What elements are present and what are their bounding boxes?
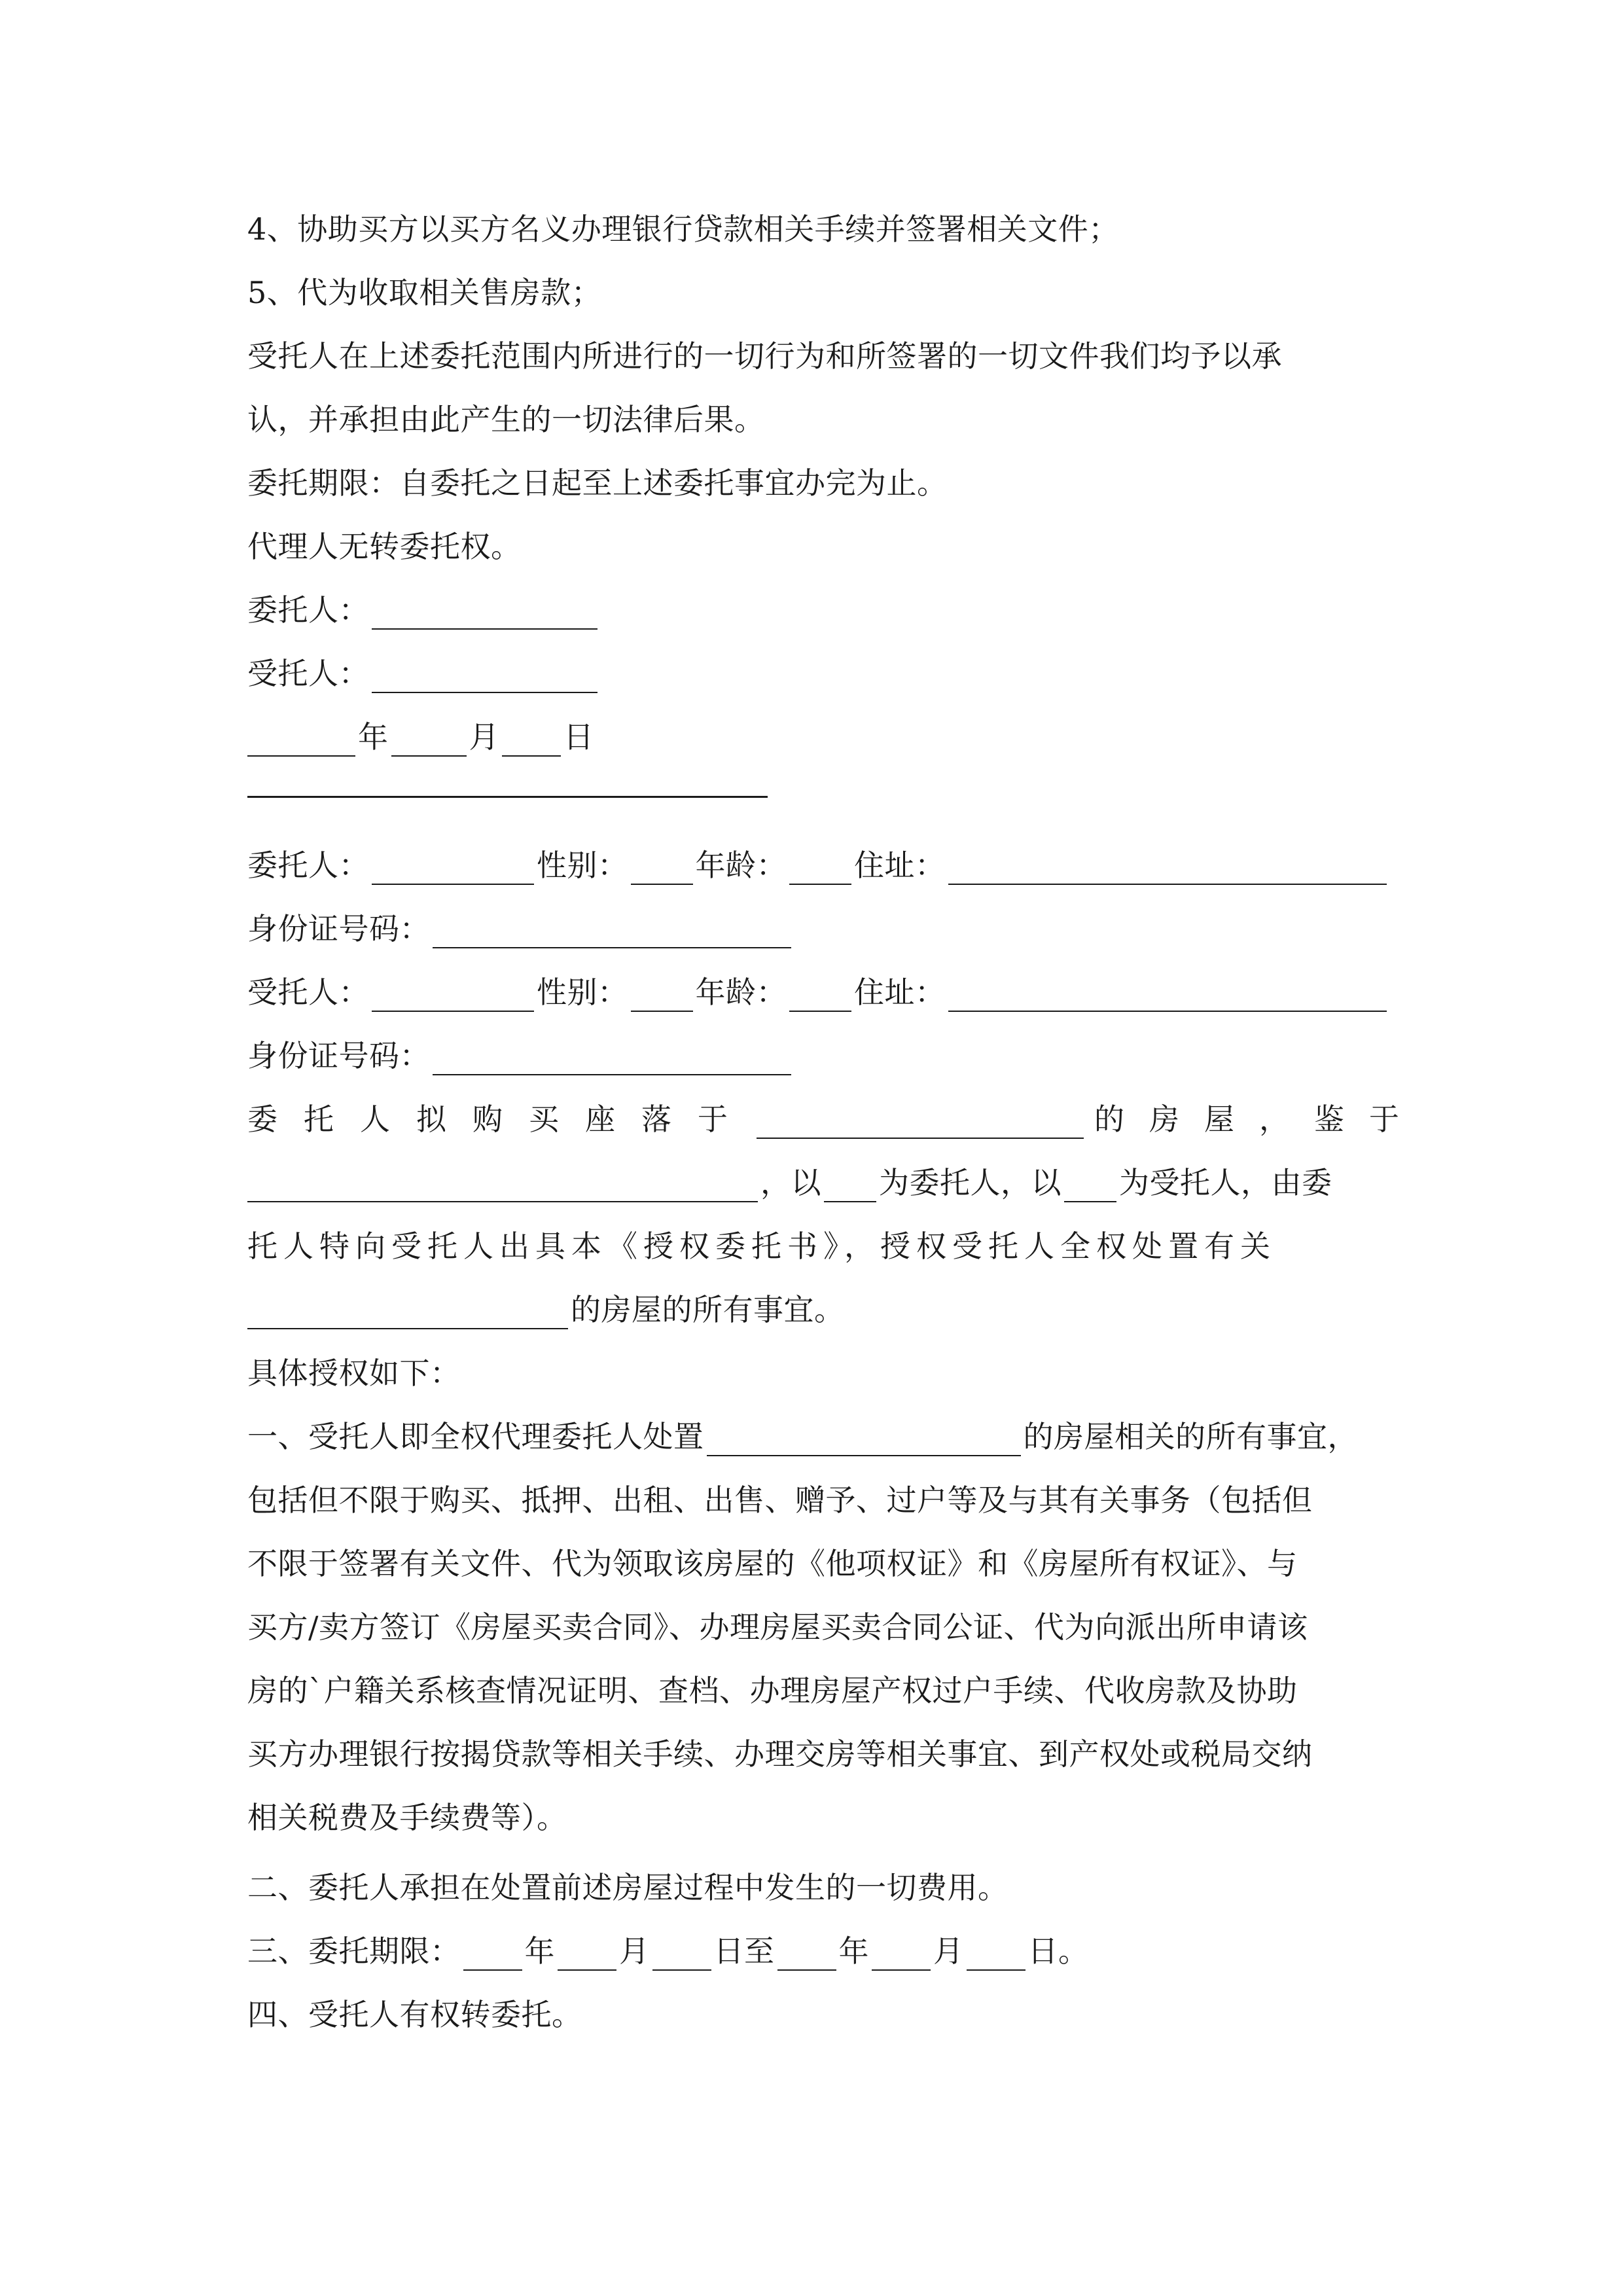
term-end-day-blank[interactable] (967, 1941, 1026, 1971)
agent-info-label: 受托人： (247, 975, 369, 1010)
agent-name-blank[interactable] (372, 982, 534, 1012)
property-matters-blank[interactable] (247, 1299, 568, 1329)
text-line-acknowledge: 受托人在上述委托范围内所进行的一切行为和所签署的一切文件我们均予以承 (247, 338, 1282, 374)
term-month-1: 月 (619, 1933, 650, 1969)
principal-label: 委托人： (247, 592, 369, 628)
gender-label-2: 性别： (537, 975, 628, 1010)
principal-age-blank[interactable] (789, 855, 851, 885)
term-start-month-blank[interactable] (558, 1941, 616, 1971)
principal-id-blank[interactable] (433, 918, 791, 948)
term-day-2: 日。 (1027, 1933, 1089, 1969)
text-line-acknowledge-cont: 认，并承担由此产生的一切法律后果。 (247, 402, 765, 437)
address-label: 住址： (854, 848, 946, 883)
agent-id-line (247, 1036, 794, 1075)
text-line-item5: 5、代为收取相关售房款； (247, 275, 602, 310)
item1-line (247, 1417, 1358, 1456)
item1-detail-6: 相关税费及手续费等）。 (247, 1800, 567, 1835)
year-blank[interactable] (247, 726, 355, 757)
whereas-blank[interactable] (247, 1172, 758, 1202)
item1-detail-5: 买方办理银行按揭贷款等相关手续、办理交房等相关事宜、到产权处或税局交纳 (247, 1736, 1313, 1772)
agent-id-label: 身份证号码： (247, 1038, 430, 1073)
para-issue-power: 托人特向受托人出具本《授权委托书》，授权受托人全权处置有关 (247, 1229, 1276, 1264)
property-location-text: 委托人拟购买座落于 (247, 1102, 754, 1137)
property-matters-text: 的房屋的所有事宜。 (571, 1292, 845, 1327)
term-start-day-blank[interactable] (652, 1941, 711, 1971)
agent-blank[interactable] (372, 663, 597, 693)
item3-line (247, 1931, 1089, 1971)
specific-authorization-heading: 具体授权如下： (247, 1355, 461, 1391)
agent-id-blank[interactable] (433, 1045, 791, 1075)
agent-gender-blank[interactable] (631, 982, 693, 1012)
item3-label: 三、委托期限： (247, 1933, 461, 1969)
principal-gender-blank[interactable] (631, 855, 693, 885)
item2-line: 二、委托人承担在处置前述房屋过程中发生的一切费用。 (247, 1870, 1008, 1905)
term-day-1: 日至 (713, 1933, 775, 1969)
agent-info-line (247, 973, 1389, 1012)
property-whereas-text: 的房屋，鉴于 (1094, 1102, 1424, 1137)
property-location-blank[interactable] (757, 1109, 1084, 1139)
item1-text-a: 一、受托人即全权代理委托人处置 (247, 1419, 704, 1454)
age-label: 年龄： (695, 848, 787, 883)
item1-detail-2: 不限于签署有关文件、代为领取该房屋的《他项权证》和《房屋所有权证》、与 (247, 1546, 1298, 1581)
signature-agent (247, 654, 600, 693)
item1-text-b: 的房屋相关的所有事宜， (1023, 1419, 1358, 1454)
address-label-2: 住址： (854, 975, 946, 1010)
principal-id-line (247, 909, 794, 948)
item4-line: 四、受托人有权转委托。 (247, 1997, 582, 2032)
term-month-2: 月 (933, 1933, 964, 1969)
day-label: 日 (563, 719, 594, 755)
term-start-year-blank[interactable] (463, 1941, 522, 1971)
section-divider (247, 796, 768, 798)
gender-label: 性别： (537, 848, 628, 883)
para-roles-line (247, 1163, 1332, 1202)
item1-property-blank[interactable] (707, 1426, 1021, 1456)
term-end-month-blank[interactable] (872, 1941, 931, 1971)
principal-info-label: 委托人： (247, 848, 369, 883)
roles-text-a: ，以 (760, 1165, 821, 1200)
month-label: 月 (469, 719, 499, 755)
year-label: 年 (358, 719, 389, 755)
principal-address-blank[interactable] (948, 855, 1387, 885)
item1-detail-3: 买方/卖方签订《房屋买卖合同》、办理房屋买卖合同公证、代为向派出所申请该 (247, 1609, 1308, 1645)
term-year-1: 年 (524, 1933, 555, 1969)
para-property-matters (247, 1290, 845, 1329)
age-label-2: 年龄： (695, 975, 787, 1010)
date-line (247, 717, 594, 757)
agent-age-blank[interactable] (789, 982, 851, 1012)
principal-id-label: 身份证号码： (247, 911, 430, 946)
principal-blank[interactable] (372, 600, 597, 630)
item1-detail-4: 房的`户籍关系核查情况证明、查档、办理房屋产权过户手续、代收房款及协助 (247, 1673, 1298, 1708)
agent-address-blank[interactable] (948, 982, 1387, 1012)
principal-info-line (247, 846, 1389, 885)
day-blank[interactable] (502, 726, 561, 757)
text-line-no-subdelegation: 代理人无转委托权。 (247, 529, 522, 564)
term-end-year-blank[interactable] (777, 1941, 836, 1971)
para-property-location (247, 1100, 1424, 1139)
principal-role-blank[interactable] (824, 1172, 876, 1202)
roles-text-b: 为委托人，以 (879, 1165, 1061, 1200)
principal-name-blank[interactable] (372, 855, 534, 885)
text-line-item4: 4、协助买方以买方名义办理银行贷款相关手续并签署相关文件； (247, 211, 1119, 247)
term-year-2: 年 (838, 1933, 869, 1969)
text-line-term: 委托期限：自委托之日起至上述委托事宜办完为止。 (247, 465, 948, 501)
agent-role-blank[interactable] (1064, 1172, 1116, 1202)
agent-label: 受托人： (247, 656, 369, 691)
roles-text-c: 为受托人，由委 (1119, 1165, 1332, 1200)
signature-principal (247, 590, 600, 630)
month-blank[interactable] (391, 726, 467, 757)
item1-detail-1: 包括但不限于购买、抵押、出租、出售、赠予、过户等及与其有关事务（包括但 (247, 1482, 1313, 1518)
